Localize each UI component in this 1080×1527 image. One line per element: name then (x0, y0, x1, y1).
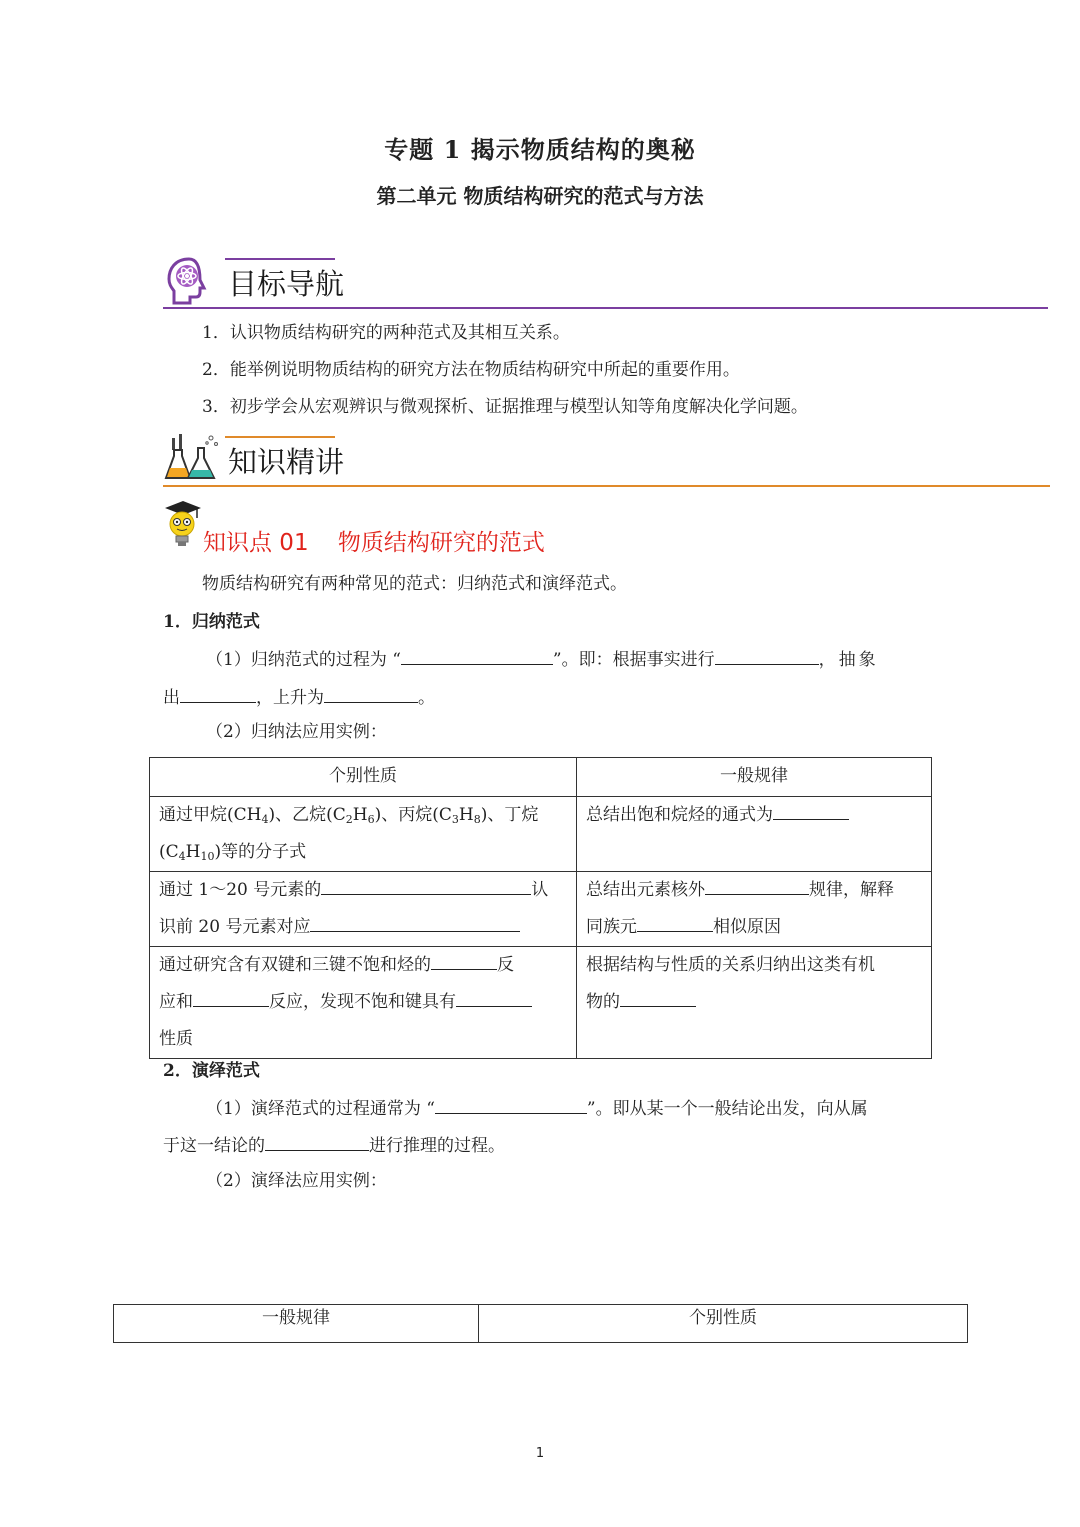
brain-atom-icon (163, 255, 215, 307)
cell-text: 通过研究含有双键和三键不饱和烃的 (159, 955, 431, 975)
cell-text: 相似原因 (713, 917, 781, 937)
cell-text: (C (159, 842, 179, 862)
goal-item-1: 1．认识物质结构研究的两种范式及其相互关系。 (202, 323, 570, 343)
section-goals-overline (225, 258, 335, 260)
table-header-cell: 一般规律 (114, 1305, 479, 1343)
document-subtitle: 第二单元 物质结构研究的范式与方法 (376, 184, 704, 208)
cell-text: 总结出饱和烷烃的通式为 (586, 805, 773, 825)
table-row (150, 872, 932, 947)
table-row (114, 1305, 968, 1343)
cell-text: )等的分子式 (214, 842, 307, 862)
document-title: 专题 1 揭示物质结构的奥秘 (384, 135, 696, 164)
cell-text: 规律，解释 (809, 880, 894, 900)
fill-blank[interactable] (435, 1097, 587, 1114)
cell-text: )、乙烷(C (268, 805, 346, 825)
subscript: 6 (367, 813, 375, 826)
table-cell (150, 797, 577, 872)
cell-text: 根据结构与性质的关系归纳出这类有机 (586, 955, 875, 975)
cell-text: 通过甲烷(CH (159, 805, 262, 825)
goal-item-3: 3．初步学会从宏观辨识与微观探析、证据推理与模型认知等角度解决化学问题。 (202, 397, 808, 417)
induction-p1-text-a: （1）归纳范式的过程为 “ (206, 650, 401, 670)
cell-text: 性质 (159, 1029, 193, 1049)
section-goals-title: 目标导航 (228, 267, 345, 301)
deduction-paragraph-3: （2）演绎法应用实例： (206, 1171, 387, 1191)
fill-blank[interactable] (401, 648, 553, 665)
fill-blank[interactable] (180, 686, 256, 703)
deduction-p2-text-b: 进行推理的过程。 (369, 1136, 505, 1156)
goal-item-2: 2．能举例说明物质结构的研究方法在物质结构研究中所起的重要作用。 (202, 360, 740, 380)
table-header-cell: 个别性质 (150, 758, 577, 797)
fill-blank[interactable] (265, 1134, 369, 1151)
induction-table (149, 757, 932, 1059)
cell-text: )、丁烷 (480, 805, 539, 825)
subscript: 8 (473, 813, 481, 826)
cell-text: 应和 (159, 992, 193, 1012)
bulb-mascot-icon (163, 500, 203, 550)
fill-blank[interactable] (637, 915, 713, 932)
lab-flask-icon (162, 432, 222, 484)
fill-blank[interactable] (705, 878, 809, 895)
induction-p1-text-c: ，抽象 (818, 650, 879, 670)
subscript: 10 (200, 850, 215, 863)
fill-blank[interactable] (773, 803, 849, 820)
fill-blank[interactable] (324, 686, 418, 703)
table-cell (577, 947, 932, 1059)
induction-p1-text-b: ”。即：根据事实进行 (552, 650, 715, 670)
cell-text: 反 (497, 955, 514, 975)
section-knowledge-divider (163, 485, 1050, 487)
fill-blank[interactable] (431, 953, 497, 970)
cell-text: H (352, 805, 368, 825)
cell-text: 物的 (586, 992, 620, 1012)
cell-text: 通过 1～20 号元素的 (159, 880, 322, 900)
cell-text: 总结出元素核外 (586, 880, 705, 900)
subscript: 4 (178, 850, 186, 863)
table-row (150, 797, 932, 872)
fill-blank[interactable] (715, 648, 819, 665)
cell-text: )、丙烷(C (374, 805, 452, 825)
cell-text: H (185, 842, 201, 862)
section-knowledge-overline (225, 436, 335, 438)
section-goals-divider (163, 307, 1048, 309)
table-cell (150, 947, 577, 1059)
cell-text: 识前 20 号元素对应 (159, 917, 311, 937)
induction-paragraph-2 (163, 686, 435, 708)
table-cell (577, 872, 932, 947)
table-row (150, 758, 932, 797)
table-header-cell: 个别性质 (479, 1305, 968, 1343)
induction-paragraph-1 (206, 648, 879, 670)
fill-blank[interactable] (193, 990, 269, 1007)
table-cell (577, 797, 932, 872)
table-header-cell: 一般规律 (577, 758, 932, 797)
cell-text: 反应，发现不饱和键具有 (269, 992, 456, 1012)
induction-p2-text-b: ，上升为 (256, 688, 324, 708)
page-number: 1 (535, 1446, 545, 1461)
table-cell (150, 872, 577, 947)
deduction-p1-text-a: （1）演绎范式的过程通常为 “ (206, 1099, 435, 1119)
deduction-paragraph-1 (206, 1097, 868, 1119)
subscript: 2 (345, 813, 353, 826)
induction-heading: 1．归纳范式 (163, 612, 260, 632)
deduction-heading: 2．演绎范式 (163, 1061, 260, 1081)
cell-text: 认 (531, 880, 549, 900)
fill-blank[interactable] (456, 990, 532, 1007)
deduction-paragraph-2 (163, 1134, 505, 1156)
induction-p2-text-c: 。 (418, 688, 435, 708)
section-knowledge-title: 知识精讲 (228, 445, 345, 479)
induction-p2-text-a: 出 (163, 688, 180, 708)
deduction-p1-text-b: ”。即从某一个一般结论出发，向从属 (586, 1099, 868, 1119)
induction-paragraph-3: （2）归纳法应用实例： (206, 722, 387, 742)
cell-text: 同族元 (586, 917, 637, 937)
knowledge-point-01-title: 知识点 01 物质结构研究的范式 (203, 530, 545, 556)
fill-blank[interactable] (310, 915, 520, 932)
fill-blank[interactable] (321, 878, 531, 895)
deduction-p2-text-a: 于这一结论的 (163, 1136, 265, 1156)
fill-blank[interactable] (620, 990, 696, 1007)
table-row (150, 947, 932, 1059)
knowledge-point-intro: 物质结构研究有两种常见的范式：归纳范式和演绎范式。 (202, 574, 627, 594)
cell-text: H (458, 805, 474, 825)
subscript: 4 (261, 813, 269, 826)
deduction-table (113, 1304, 968, 1343)
subscript: 3 (451, 813, 459, 826)
